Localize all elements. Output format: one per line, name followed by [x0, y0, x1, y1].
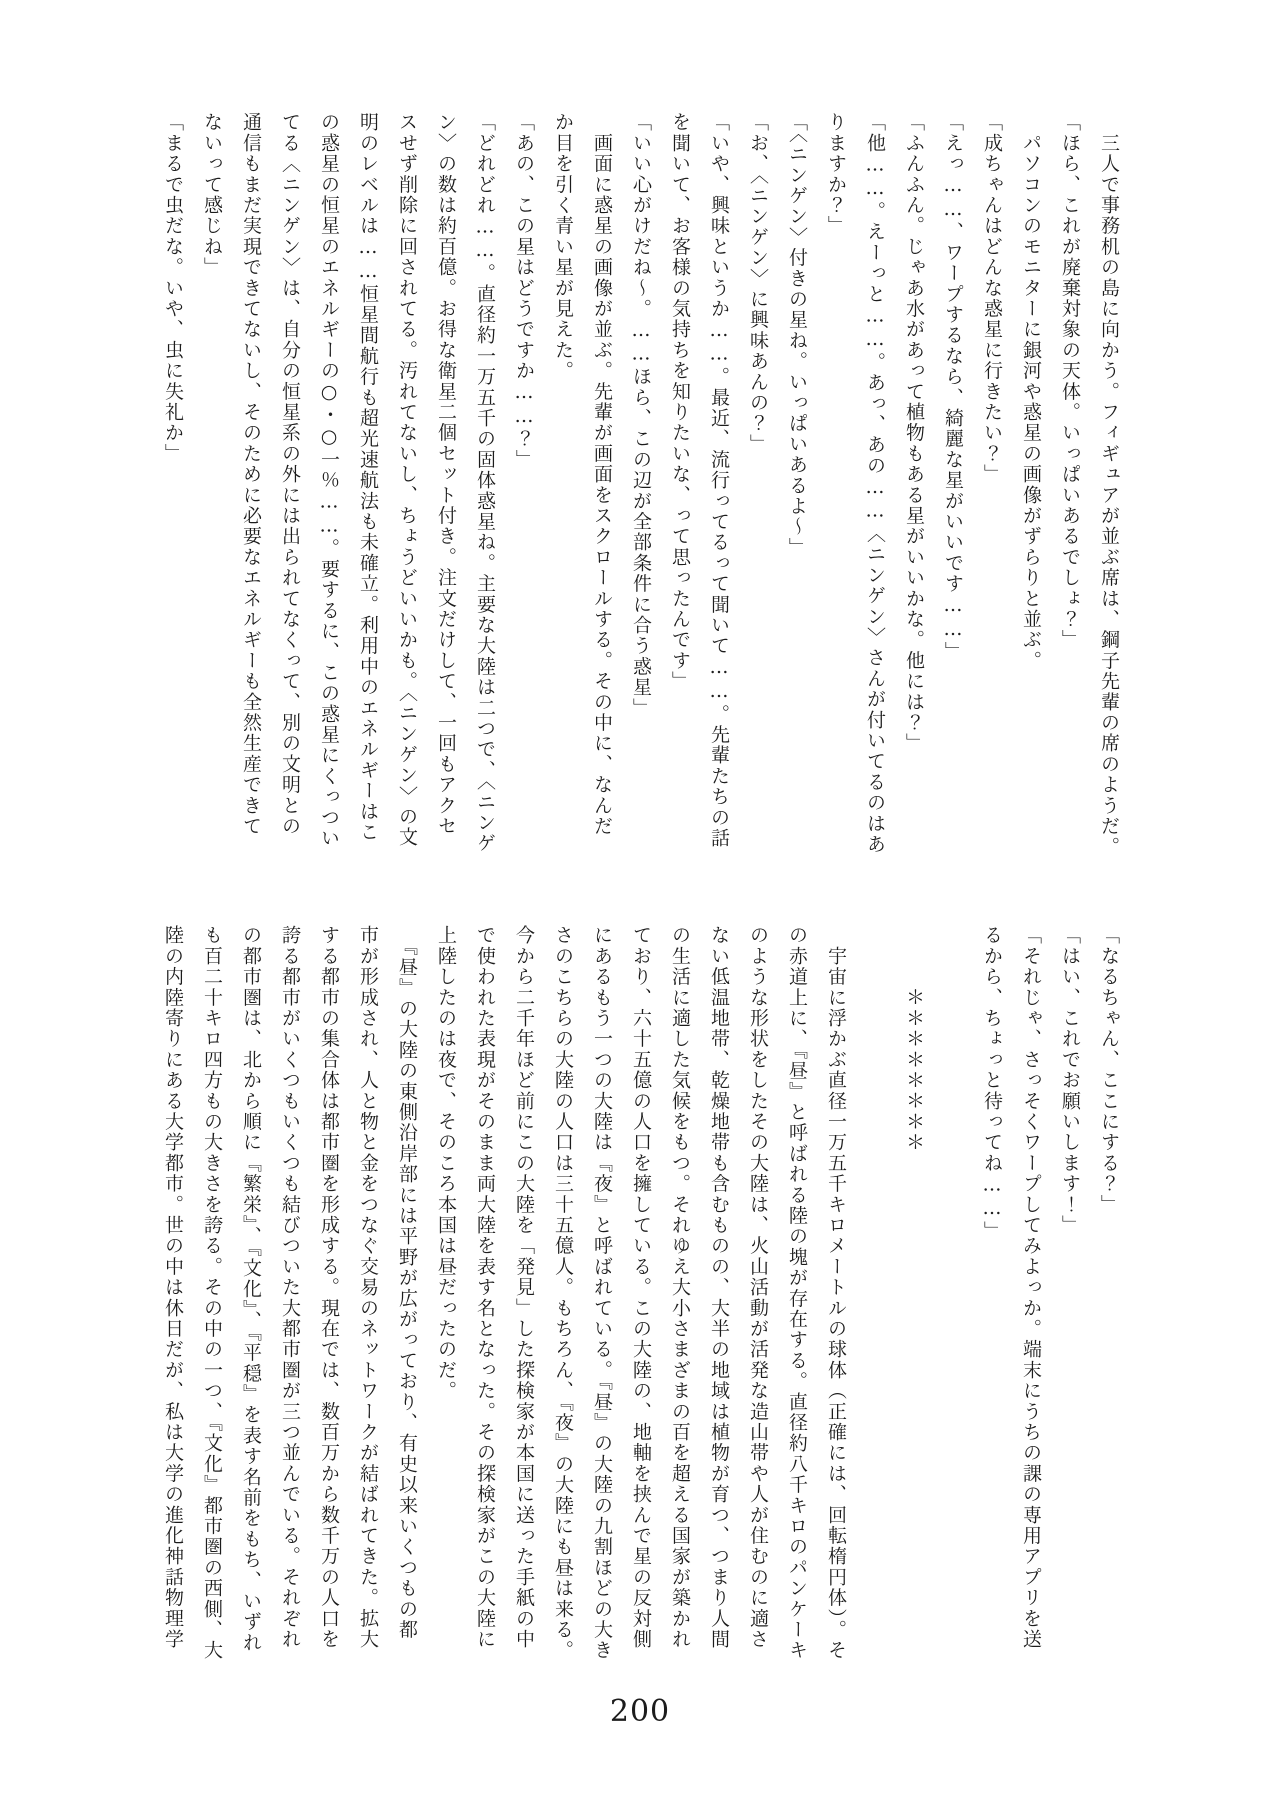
text-line: 市が形成され、人と物と金をつなぐ交易のネットワークが結ばれてきた。拡大	[357, 925, 379, 1650]
text-line: 「成ちゃんはどんな惑星に行きたい？」	[981, 112, 1003, 485]
section-separator-line: ＊＊＊＊＊＊＊＊	[903, 925, 925, 1153]
text-line: 「お、〈ニンゲン〉に興味あんの？」	[747, 112, 769, 455]
text-line: てる〈ニンゲン〉は、自分の恒星系の外には出られてなくって、別の文明との	[279, 112, 301, 837]
text-line: 宇宙に浮かぶ直径一万五千キロメートルの球体（正確には、回転楕円体）。そ	[825, 925, 847, 1661]
lower-text-block	[153, 925, 1128, 1673]
text-line: で使われた表現がそのまま両大陸を表す名となった。その探検家がこの大陸に	[474, 925, 496, 1650]
text-line: の生活に適した気候をもつ。それゆえ大小さまざまの百を超える国家が築かれ	[669, 925, 691, 1650]
text-line: 陸の内陸寄りにある大学都市。世の中は休日だが、私は大学の進化神話物理学	[162, 925, 184, 1650]
text-line: さのこちらの大陸の人口は三十五億人。もちろん、『夜』の大陸にも昼は来る。	[552, 925, 574, 1661]
text-line: 通信もまだ実現できてないし、そのために必要なエネルギーも全然生産できて	[240, 112, 262, 837]
text-line: 「いや、興味というか……。最近、流行ってるって聞いて……。先輩たちの話	[708, 112, 730, 849]
text-line: 「まるで虫だな。いや、虫に失礼か」	[162, 112, 184, 464]
text-line: 明のレベルは……恒星間航行も超光速航法も未確立。利用中のエネルギーはこ	[357, 112, 379, 843]
text-line: の都市圏は、北から順に『繁栄』、『文化』、『平穏』を表す名前をもち、いずれ	[240, 925, 262, 1653]
text-line: 「あの、この星はどうですか……？」	[513, 112, 535, 470]
text-line: ており、六十五億の人口を擁している。この大陸の、地軸を挟んで星の反対側	[630, 925, 652, 1650]
text-line: 「えっ……、ワープするなら、綺麗な星がいいです……」	[942, 112, 964, 663]
text-line: ない低温地帯、乾燥地帯も含むものの、大半の地域は植物が育つ、つまり人間	[708, 925, 730, 1650]
text-line: 「他……。えーっと……。あっ、あの……〈ニンゲン〉さんが付いてるのはあ	[864, 112, 886, 855]
text-line	[933, 925, 972, 1673]
text-line: 「なるちゃん、ここにする？」	[1098, 925, 1120, 1215]
text-line: 「〈ニンゲン〉付きの星ね。いっぱいあるよ〜」	[786, 112, 808, 558]
text-line: 「はい、これでお願いします！」	[1059, 925, 1081, 1236]
text-line: も百二十キロ四方もの大きさを誇る。その中の一つ、『文化』都市圏の西側、大	[201, 925, 223, 1661]
text-line: 「それじゃ、さっそくワープしてみよっか。端末にうちの課の専用アプリを送	[1020, 925, 1042, 1650]
text-line: ないって感じね」	[201, 112, 223, 278]
text-line: 「どれどれ……。直径約一万五千の固体惑星ね。主要な大陸は二つで、〈ニンゲ	[474, 112, 496, 854]
text-line: るから、ちょっと待ってね……」	[981, 925, 1003, 1242]
text-line: りますか？」	[825, 112, 847, 237]
text-line: にあるもう一つの大陸は『夜』と呼ばれている。『昼』の大陸の九割ほどの大き	[591, 925, 613, 1661]
text-line	[855, 925, 894, 1673]
text-line: する都市の集合体は都市圏を形成する。現在では、数百万から数千万の人口を	[318, 925, 340, 1650]
text-line: 「ほら、これが廃棄対象の天体。いっぱいあるでしょ？」	[1059, 112, 1081, 651]
text-line: の惑星の恒星のエネルギーの○・○一％……。要するに、この惑星にくっつい	[318, 112, 340, 849]
upper-text-block	[153, 112, 1128, 860]
text-line: ン〉の数は約百億。お得な衛星二個セット付き。注文だけして、一回もアクセ	[435, 112, 457, 837]
text-line: 今から二千年ほど前にこの大陸を「発見」した探検家が本国に送った手紙の中	[513, 925, 535, 1650]
text-line: 誇る都市がいくつもいくつも結びついた大都市圏が三つ並んでいる。それぞれ	[279, 925, 301, 1650]
text-line: のような形状をしたその大陸は、火山活動が活発な造山帯や人が住むのに適さ	[747, 925, 769, 1650]
text-line: パソコンのモニターに銀河や惑星の画像がずらりと並ぶ。	[1020, 112, 1042, 671]
text-line: 上陸したのは夜で、そのころ本国は昼だったのだ。	[435, 925, 457, 1402]
text-line: 三人で事務机の島に向かう。フィギュアが並ぶ席は、鋼子先輩の席のようだ。	[1098, 112, 1120, 858]
text-line: 画面に惑星の画像が並ぶ。先輩が画面をスクロールする。その中に、なんだ	[591, 112, 613, 837]
page-number: 200	[609, 1694, 671, 1729]
text-line: の赤道上に、『昼』と呼ばれる陸の塊が存在する。直径約八千キロのパンケーキ	[786, 925, 808, 1661]
text-line: 『昼』の大陸の東側沿岸部には平野が広がっており、有史以来いくつもの都	[396, 925, 418, 1640]
text-line: 「ふんふん。じゃあ水があって植物もある星がいいかな。他には？」	[903, 112, 925, 754]
text-line: を聞いて、お客様の気持ちを知りたいな、って思ったんです」	[669, 112, 691, 692]
text-line: スせず削除に回されてる。汚れてないし、ちょうどいいかも。〈ニンゲン〉の文	[396, 112, 418, 848]
text-line: 「いい心がけだね〜。……ほら、この辺が全部条件に合う惑星」	[630, 112, 652, 719]
text-line: か目を引く青い星が見えた。	[552, 112, 574, 382]
